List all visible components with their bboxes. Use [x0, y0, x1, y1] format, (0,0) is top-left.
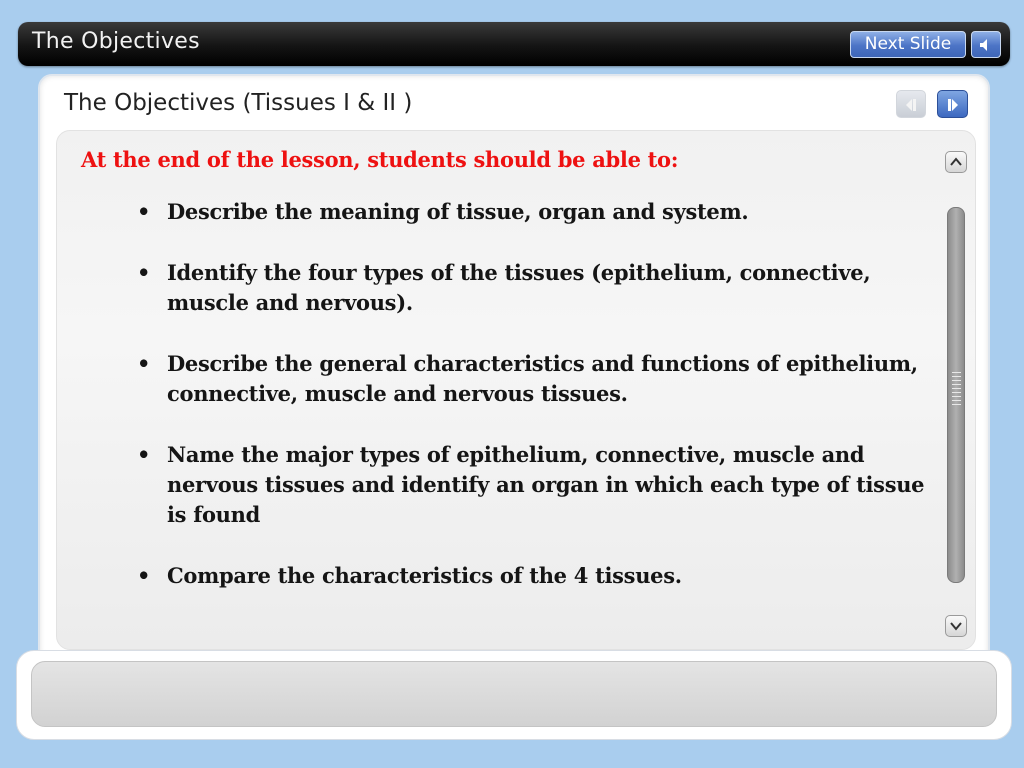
- scroll-up-button[interactable]: [945, 151, 967, 173]
- chevron-down-icon: [950, 621, 962, 631]
- objective-text: Name the major types of epithelium, connective, muscle and nervous tissues and identify an organ in which each type of tissue is found: [167, 442, 925, 527]
- bullet-icon: •: [137, 442, 151, 467]
- objective-text: Describe the meaning of tissue, organ and system.: [167, 199, 749, 224]
- bullet-icon: •: [137, 199, 151, 224]
- prev-slide-button[interactable]: [896, 90, 926, 118]
- slide-title: The Objectives (Tissues I & II ): [64, 90, 413, 116]
- bullet-icon: •: [137, 563, 151, 588]
- title-bar-text: The Objectives: [32, 29, 200, 54]
- sound-button[interactable]: [971, 31, 1001, 58]
- list-item: [137, 440, 937, 530]
- caption-frame: [16, 650, 1012, 740]
- list-item: [137, 349, 937, 409]
- title-bar: [18, 22, 1010, 66]
- objective-text: Identify the four types of the tissues (epithelium, connective, muscle and nervous).: [167, 260, 871, 315]
- next-slide-nav-button[interactable]: [937, 90, 968, 118]
- bullet-icon: •: [137, 260, 151, 285]
- objective-text: Describe the general characteristics and functions of epithelium, connective, muscle and nervous tissues.: [167, 351, 918, 406]
- scrollbar-grip[interactable]: [952, 372, 961, 408]
- speaker-icon: [978, 37, 994, 53]
- list-item: [137, 561, 937, 591]
- prev-slide-icon: [904, 97, 920, 113]
- chevron-up-icon: [950, 157, 962, 167]
- list-item: [137, 197, 937, 227]
- content-panel: [56, 130, 976, 650]
- list-item: [137, 258, 937, 318]
- next-slide-icon: [945, 97, 961, 113]
- intro-text: At the end of the lesson, students should be able to:: [81, 147, 679, 172]
- scrollbar[interactable]: [947, 207, 965, 583]
- caption-area: [31, 661, 997, 727]
- objective-text: Compare the characteristics of the 4 tissues.: [167, 563, 682, 588]
- next-slide-button[interactable]: Next Slide: [850, 31, 966, 58]
- scroll-down-button[interactable]: [945, 615, 967, 637]
- objectives-list: [137, 197, 937, 622]
- bullet-icon: •: [137, 351, 151, 376]
- slide-frame: [38, 74, 990, 664]
